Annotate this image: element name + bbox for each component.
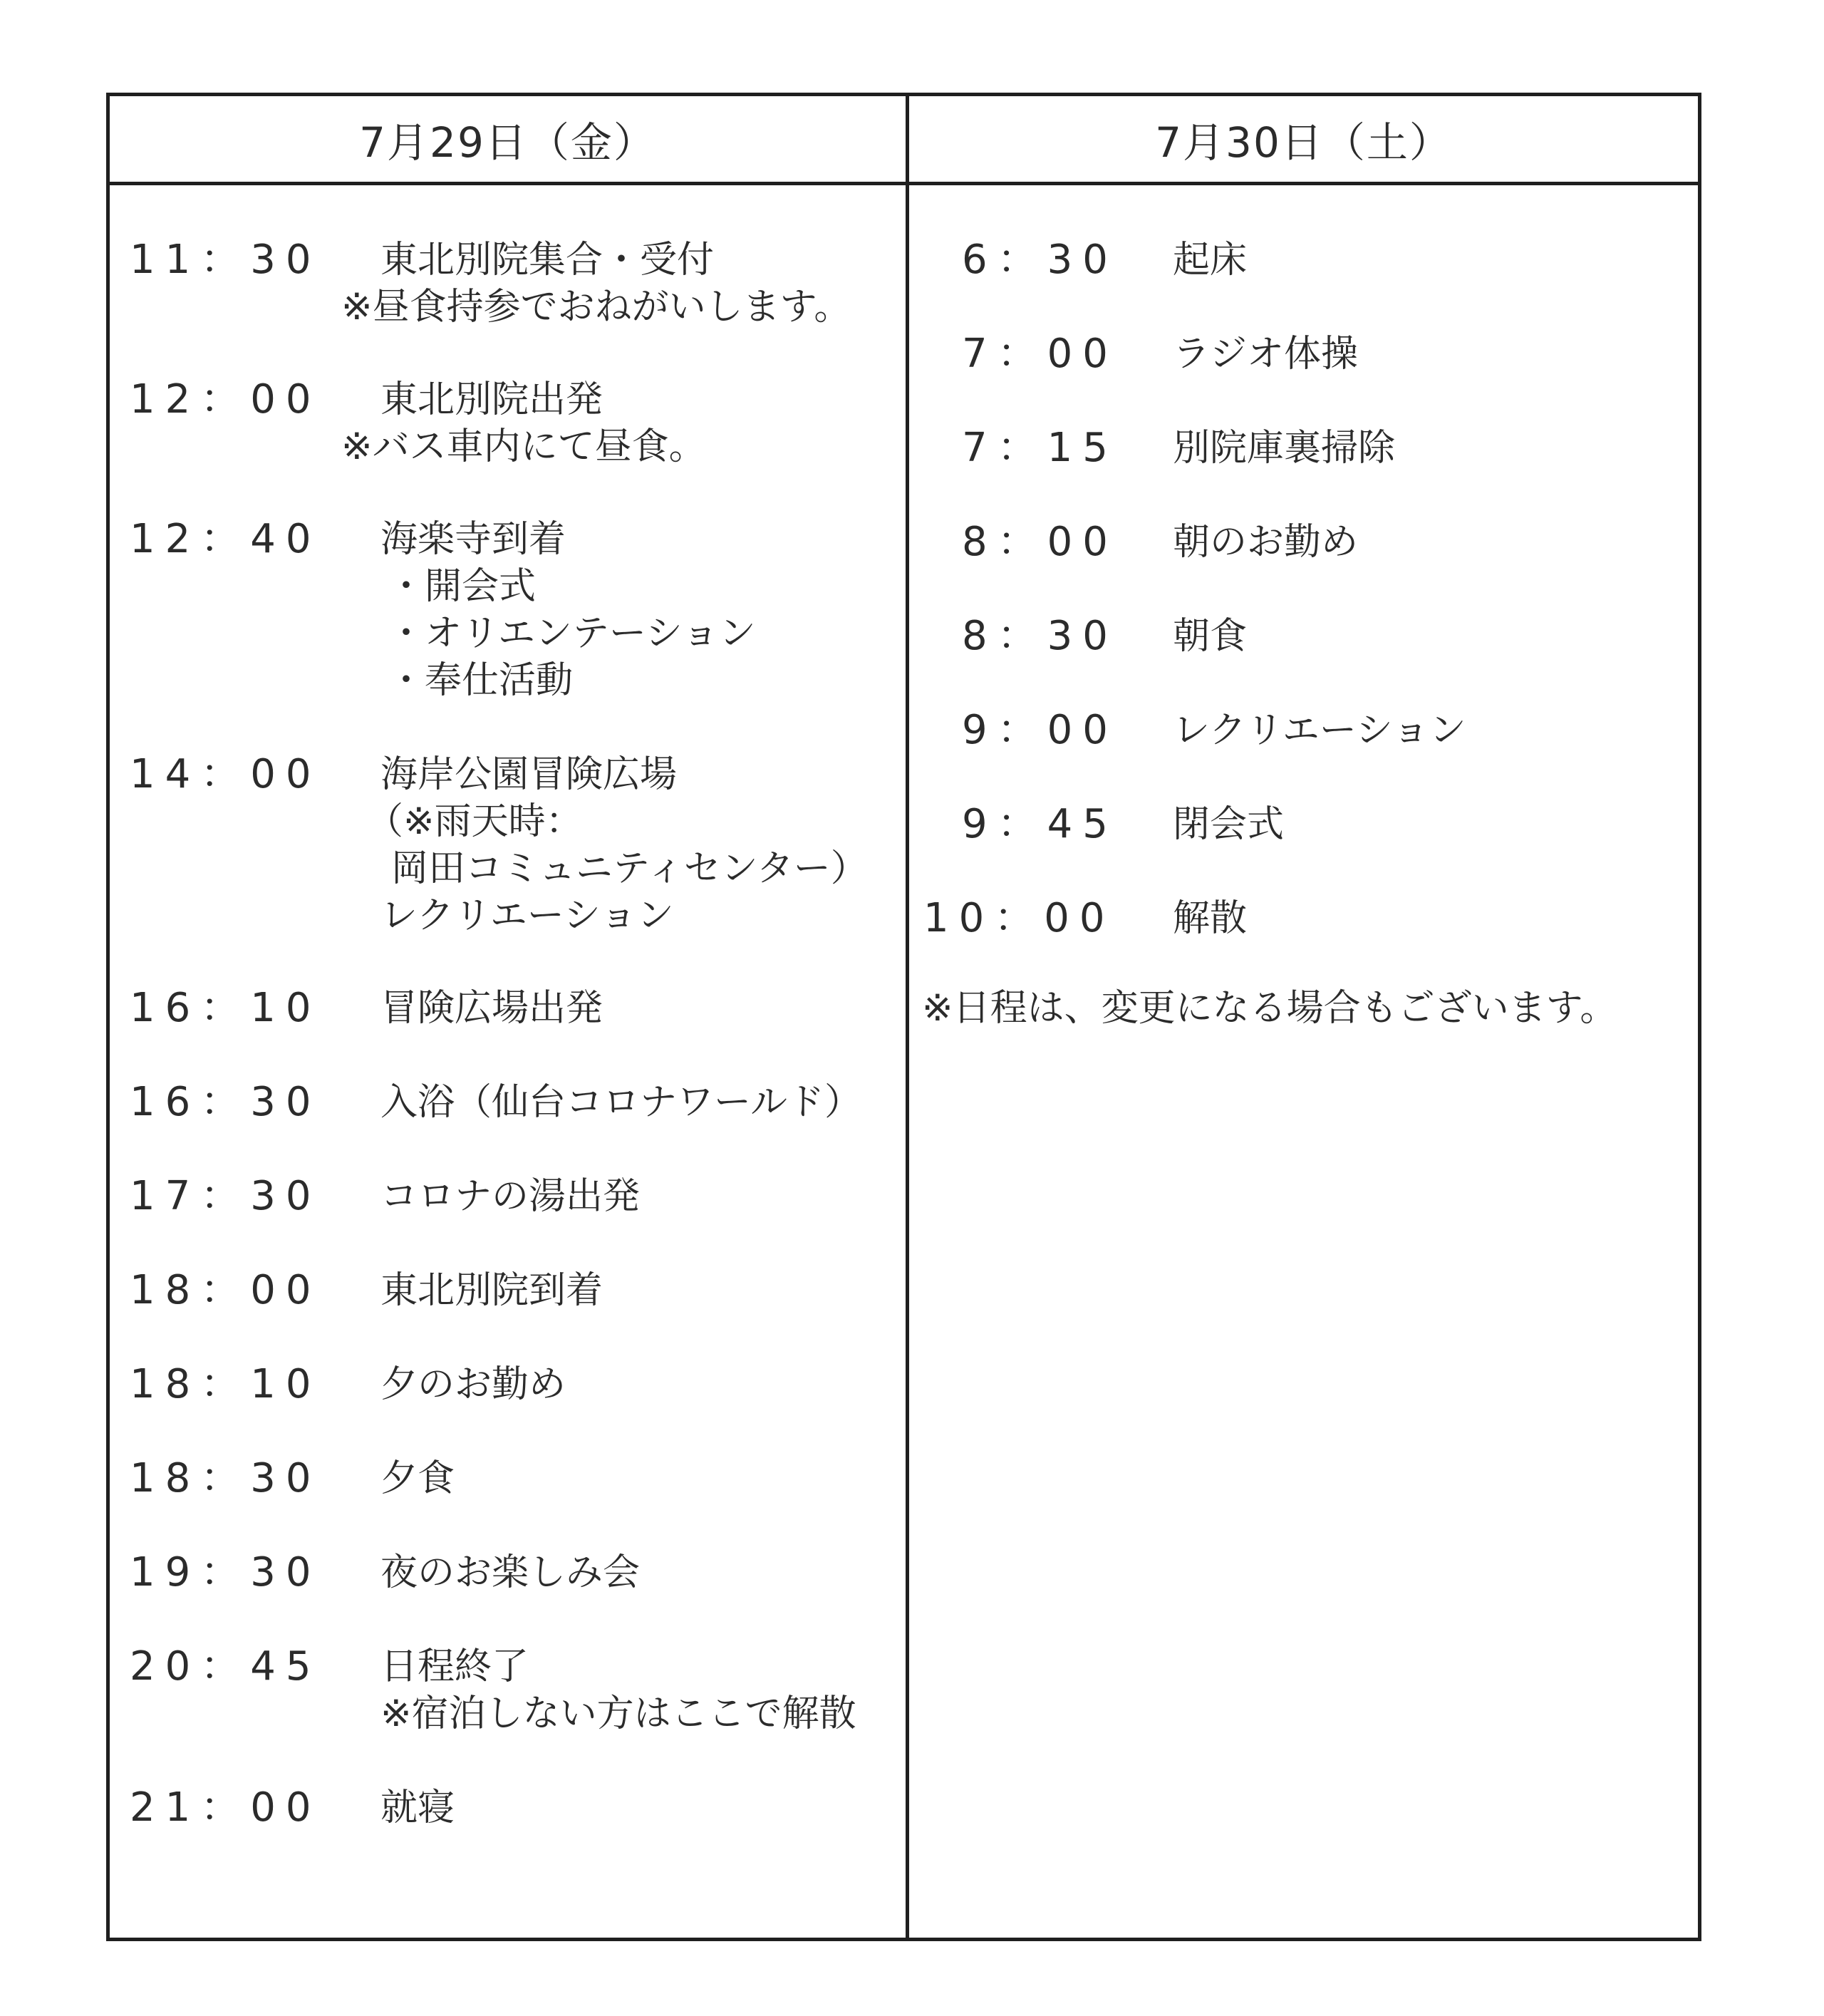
- day1-note: ・奉仕活動: [388, 659, 574, 702]
- day1-time: 18：10: [130, 1361, 321, 1407]
- day1-time: 19：30: [130, 1549, 321, 1596]
- day1-time: 17：30: [130, 1173, 321, 1219]
- day1-time: 11：30: [130, 237, 321, 283]
- day1-note: レクリエーション: [380, 894, 674, 937]
- day1-event: 入浴（仙台コロナワールド）: [380, 1081, 861, 1124]
- schedule-table: [106, 93, 1701, 1941]
- day1-event: 夕のお勤め: [380, 1363, 566, 1406]
- day1-event: 就寝: [380, 1787, 455, 1829]
- day1-time: 18：30: [130, 1455, 321, 1501]
- day2-time: 9：45: [962, 801, 1118, 847]
- day1-time: 16：30: [130, 1079, 321, 1125]
- day1-time: 12：40: [130, 516, 321, 562]
- day2-time: 7：00: [962, 331, 1118, 377]
- day2-event: レクリエーション: [1173, 709, 1466, 752]
- day1-note: ※昼食持参でおねがいします。: [341, 286, 851, 329]
- day2-event: 閉会式: [1173, 803, 1285, 846]
- day2-event: ラジオ体操: [1173, 333, 1359, 376]
- day2-time: 8：00: [962, 519, 1118, 565]
- day1-event: 冒険広場出発: [380, 987, 603, 1030]
- day2-event: 起床: [1173, 239, 1248, 281]
- day1-event: 東北別院出発: [380, 378, 603, 421]
- day1-event: 東北別院集合・受付: [380, 239, 715, 281]
- day1-time: 18：00: [130, 1267, 321, 1313]
- day2-column: [909, 96, 1698, 1938]
- day1-event: 夕食: [380, 1457, 455, 1500]
- day1-column: [110, 96, 906, 1938]
- day2-event: 朝のお勤め: [1173, 521, 1359, 564]
- day1-event: 日程終了: [380, 1645, 529, 1688]
- day2-time: 9：00: [962, 707, 1118, 753]
- day2-time: 6：30: [962, 237, 1118, 283]
- day1-event: 海楽寺到着: [380, 518, 566, 561]
- day1-time: 20：45: [130, 1643, 321, 1690]
- day1-time: 16：10: [130, 985, 321, 1031]
- day1-time: 21：00: [130, 1784, 321, 1831]
- day2-event: 解散: [1173, 897, 1248, 940]
- day1-note: ※バス車内にて昼食。: [341, 425, 706, 468]
- day2-event: 朝食: [1173, 615, 1248, 658]
- schedule-change-note: ※日程は、変更になる場合もございます。: [922, 987, 1617, 1030]
- day1-event: 海岸公園冒険広場: [380, 753, 678, 796]
- day2-event: 別院庫裏掃除: [1173, 427, 1396, 470]
- day2-time: 7：15: [962, 425, 1118, 471]
- day1-note: ・開会式: [388, 565, 537, 608]
- day1-header: 7月29日（金）: [359, 118, 656, 167]
- day1-event: 東北別院到着: [380, 1269, 603, 1312]
- day1-time: 14：00: [130, 751, 321, 797]
- day1-event: コロナの湯出発: [380, 1175, 641, 1218]
- day1-note: ・オリエンテーション: [388, 612, 756, 655]
- day1-note: （※雨天時：: [366, 800, 583, 843]
- day1-time: 12：00: [130, 376, 321, 423]
- day1-note: ※宿泊しない方はここで解散: [380, 1692, 856, 1735]
- day1-note: 岡田コミュニティセンター）: [391, 847, 868, 890]
- day2-time: 8：30: [962, 613, 1118, 659]
- day1-event: 夜のお楽しみ会: [380, 1551, 641, 1594]
- day2-header: 7月30日（土）: [1155, 118, 1452, 167]
- day2-time: 10：00: [923, 895, 1115, 941]
